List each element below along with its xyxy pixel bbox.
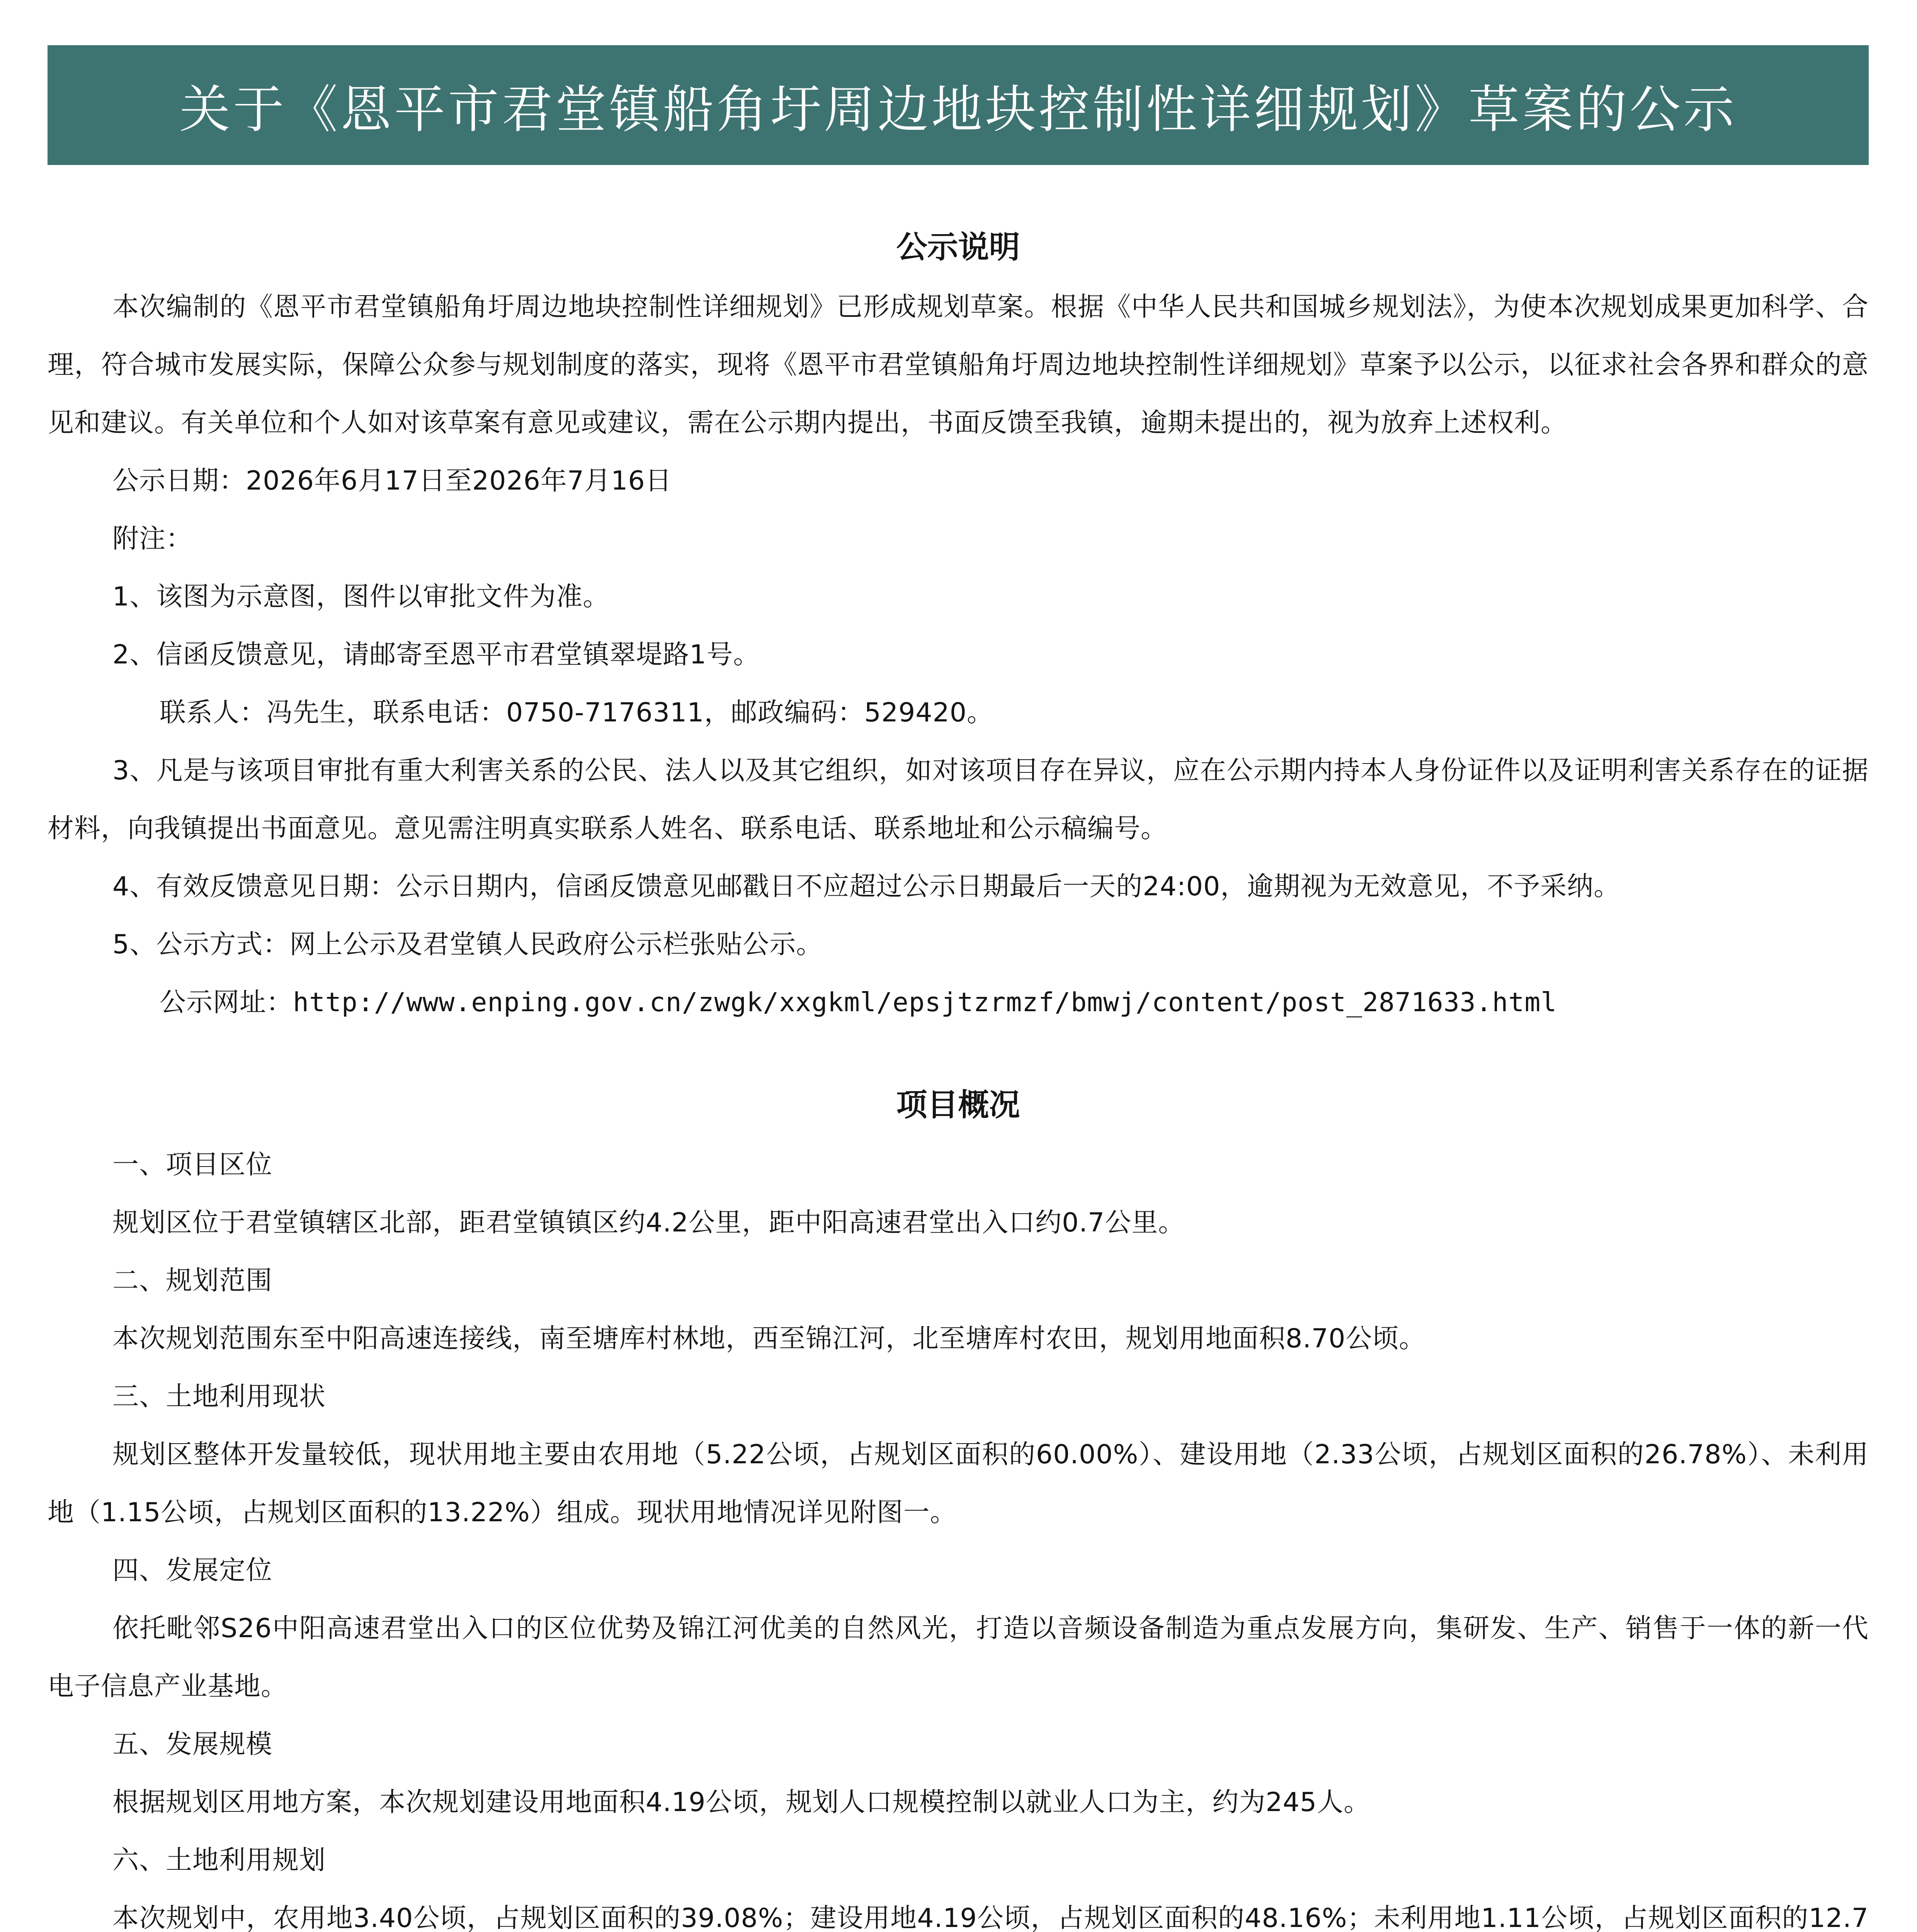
note-4: 4、有效反馈意见日期：公示日期内，信函反馈意见邮戳日不应超过公示日期最后一天的24:00，逾期视为无效意见，不予采纳。 xyxy=(112,871,1621,902)
location-heading: 一、项目区位 xyxy=(112,1150,273,1180)
page-title: 关于《恩平市君堂镇船角圩周边地块控制性详细规划》草案的公示 xyxy=(179,80,1737,139)
scope-body: 本次规划范围东至中阳高速连接线，南至塘库村林地，西至锦江河，北至塘库村农田，规划用地面积8.70公顷。 xyxy=(112,1323,1426,1354)
notice-url-link[interactable]: http://www.enping.gov.cn/zwgk/xxgkml/epsjtzrmzf/bmwj/content/post_2871633.html xyxy=(293,987,1557,1018)
notice-intro: 本次编制的《恩平市君堂镇船角圩周边地块控制性详细规划》已形成规划草案。根据《中华人民共和国城乡规划法》，为使本次规划成果更加科学、合理，符合城市发展实际，保障公众参与规划制度的落实，现将《恩平市君堂镇船角圩周边地块控制性详细规划》草案予以公示，以征求社会各界和群众的意见和建议。有关单位和个人如对该草案有意见或建议，需在公示期内提出，书面反馈至我镇，逾期未提出的，视为放弃上述权利。 xyxy=(48,292,1869,438)
section-gap xyxy=(48,1032,1869,1074)
url-line xyxy=(48,974,1869,1032)
header-banner xyxy=(48,45,1869,165)
note-3: 3、凡是与该项目审批有重大利害关系的公民、法人以及其它组织，如对该项目存在异议，应在公示期内持本人身份证件以及证明利害关系存在的证据材料，向我镇提出书面意见。意见需注明真实联系人姓名、联系电话、联系地址和公示稿编号。 xyxy=(48,755,1869,844)
scale-heading: 五、发展规模 xyxy=(112,1729,273,1760)
positioning-body: 依托毗邻S26中阳高速君堂出入口的区位优势及锦江河优美的自然风光，打造以音频设备制造为重点发展方向，集研发、生产、销售于一体的新一代电子信息产业基地。 xyxy=(48,1613,1869,1702)
note-1: 1、该图为示意图，图件以审批文件为准。 xyxy=(112,582,610,612)
document-body xyxy=(48,216,1869,1932)
scope-heading: 二、规划范围 xyxy=(112,1265,273,1296)
location-body: 规划区位于君堂镇辖区北部，距君堂镇镇区约4.2公里，距中阳高速君堂出入口约0.7公里。 xyxy=(112,1208,1185,1238)
land-plan-heading: 六、土地利用规划 xyxy=(112,1845,326,1876)
land-plan-body: 本次规划中，农用地3.40公顷，占规划区面积的39.08%；建设用地4.19公顷，占规划区面积的48.16%；未利用地1.11公顷，占规划区面积的12.7 xyxy=(112,1903,1869,1932)
contact-info: 联系人：冯先生，联系电话：0750-7176311，邮政编码：529420。 xyxy=(160,697,994,728)
note-2: 2、信函反馈意见，请邮寄至恩平市君堂镇翠堤路1号。 xyxy=(112,639,760,670)
notice-date: 公示日期：2026年6月17日至2026年7月16日 xyxy=(112,466,672,496)
notice-section-title: 公示说明 xyxy=(896,229,1020,265)
url-label: 公示网址： xyxy=(160,987,293,1018)
notes-label: 附注： xyxy=(112,524,193,554)
land-status-heading: 三、土地利用现状 xyxy=(112,1381,326,1412)
scale-body: 根据规划区用地方案，本次规划建设用地面积4.19公顷，规划人口规模控制以就业人口为主，约为245人。 xyxy=(112,1787,1371,1818)
overview-section-title: 项目概况 xyxy=(896,1087,1020,1123)
land-status-body: 规划区整体开发量较低，现状用地主要由农用地（5.22公顷，占规划区面积的60.00%）、建设用地（2.33公顷，占规划区面积的26.78%）、未利用地（1.15公顷，占规划区面积的13.22%）组成。现状用地情况详见附图一。 xyxy=(48,1439,1869,1528)
positioning-heading: 四、发展定位 xyxy=(112,1555,273,1586)
note-5: 5、公示方式：网上公示及君堂镇人民政府公示栏张贴公示。 xyxy=(112,929,823,960)
